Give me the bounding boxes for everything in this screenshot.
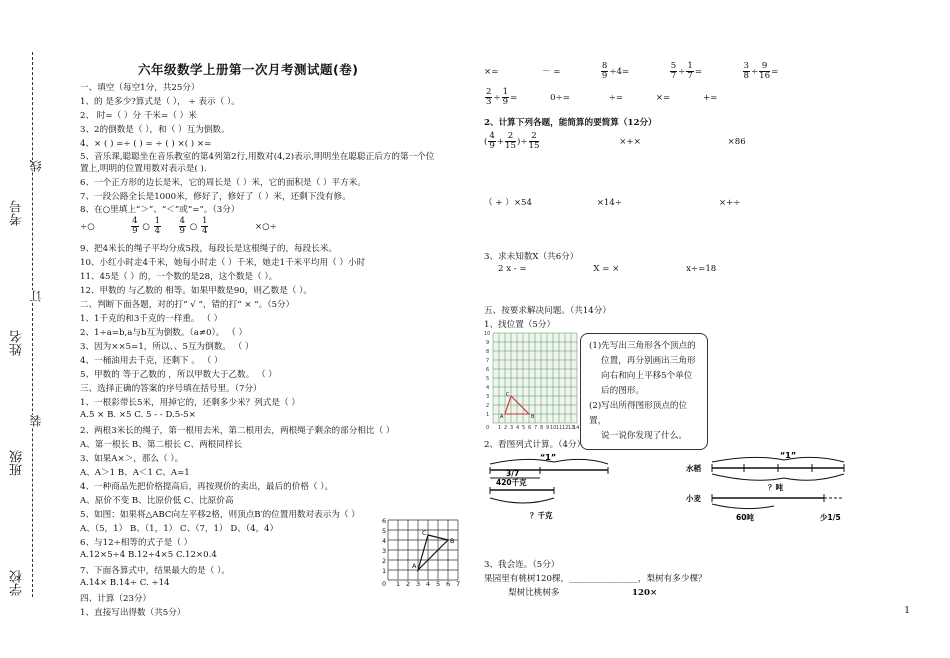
question-line: A、A＞1 B、A＜1 C、A=1 (80, 468, 190, 478)
mark-bind: 装 (29, 415, 43, 427)
diagram-label: 小麦 (686, 494, 701, 503)
diagram-label: “1” (780, 452, 797, 460)
fraction: $\frac{4}{9}$ (179, 216, 186, 236)
question-line: 12、甲数的 与乙数的 相等。如果甲数是90，则乙数是（ ）。 (80, 286, 313, 296)
fraction: $\frac{2}{15}$ (528, 131, 540, 151)
diagram-label: ？千克 (530, 511, 553, 520)
label-school: 学校 (10, 570, 25, 596)
y-tick: 1 (486, 412, 490, 418)
y-tick: 1 (382, 567, 387, 575)
question-line: 2、1÷a=b,a与b互为倒数。（a≠0）。 （ ） (80, 328, 248, 338)
x-tick: 3 (416, 580, 421, 587)
x-tick: 6 (446, 580, 451, 587)
question-line: 5、甲数的 等于乙数的 ，所以甲数大于乙数。 （ ） (80, 370, 277, 380)
y-tick: 7 (486, 358, 490, 364)
fraction: $\frac{2}{15}$ (505, 131, 516, 151)
question-line: 置上,明明的位置用数对表示是( ). (80, 164, 207, 174)
x-tick: 14 (573, 425, 580, 431)
question-line: 1、直接写出得数（共5分） (80, 608, 186, 618)
triangle-grid-small (378, 515, 470, 587)
fraction: $\frac{2}{3}$ (486, 87, 492, 107)
x-tick: 4 (426, 580, 431, 587)
fraction: $\frac{4}{9}$ (489, 131, 495, 151)
solve-row: 2 x - = X = × x÷=18 (498, 264, 717, 274)
x-tick: 12 (562, 425, 569, 431)
label-number: 考号 (10, 200, 25, 226)
question-line: 4、一桶油用去千克，还剩下 。 （ ） (80, 356, 223, 366)
fraction: $\frac{1}{9}$ (502, 87, 509, 107)
x-tick: 7 (456, 580, 461, 587)
question-line: 6、与12÷相等的式子是（ ） (80, 538, 193, 548)
question-3-expr: 120× (632, 588, 658, 598)
triangle-grid-large (484, 330, 580, 436)
section-choice: 三、选择正确的答案的序号填在括号里。（7分） (80, 384, 262, 394)
x-tick: 8 (540, 425, 544, 431)
point-label: A (500, 414, 504, 420)
fraction: $\frac{9}{16}$ (759, 61, 771, 81)
fraction: $\frac{8}{9}$ (601, 61, 608, 81)
diagram-label: ？吨 (768, 483, 783, 492)
instruction-box: (1)先写出三角形各个顶点的 位置，再分别画出三角形 向右和向上平移5个单位 后的图形。 (2)写出所得图形顶点的位置， 说一说你发现了什么。 (580, 333, 708, 450)
x-tick: 1 (396, 580, 401, 587)
y-tick: 6 (382, 517, 387, 525)
question-line: 7、一段公路全长是1000米，修好了，修好了（ ）米，还剩下没有修。 (80, 192, 351, 202)
y-tick: 9 (486, 340, 490, 346)
question-line: A.12×5÷4 B.12÷4×5 C.12×0.4 (80, 550, 217, 560)
y-tick: 10 (484, 331, 491, 337)
x-tick: 2 (504, 425, 508, 431)
question-line: A.5 × B. ×5 C. 5 - - D.5-5× (80, 410, 196, 420)
x-tick: 0 (382, 580, 387, 587)
question-line: 10、小红小时走4千米，她每小时走（ ）千米，她走1千米平均用（ ）小时 (80, 258, 366, 268)
label-class: 班级 (10, 450, 25, 476)
x-tick: 9 (546, 425, 550, 431)
question-line: 6、一个正方形的边长是米，它的周长是（ ）米，它的面积是（ ）平方米。 (80, 178, 366, 188)
question-line: 3、因为××5=1，所以、、5互为倒数。 （ ） (80, 342, 254, 352)
fraction: $\frac{4}{9}$ (132, 216, 138, 236)
point-label: B (450, 537, 455, 545)
compare-item: ○ (189, 222, 198, 232)
apply-title: 五、按要求解决问题。（共14分） (484, 306, 611, 316)
compare-item: ○ (142, 222, 150, 232)
x-tick: 1 (498, 425, 502, 431)
y-tick: 5 (382, 527, 387, 535)
fraction: $\frac{1}{4}$ (201, 216, 208, 236)
point-label: B (531, 414, 535, 420)
question-line: 1、的 是多少?算式是（ ）， ÷ 表示（ ）。 (80, 97, 240, 107)
bar-diagram-1 (484, 452, 614, 522)
question-line: 11、45是（ ）的，一个数的是28，这个数是（ ）。 (80, 272, 278, 282)
diagram-label: 水稻 (686, 464, 701, 473)
fraction: $\frac{1}{7}$ (687, 61, 693, 81)
y-tick: 2 (486, 403, 490, 409)
fraction: $\frac{5}{7}$ (670, 61, 677, 81)
diagram-label: 3/7 (506, 469, 520, 478)
y-tick: 2 (382, 557, 387, 565)
fraction: $\frac{3}{8}$ (743, 61, 749, 81)
mental-row-2: $\frac{2}{3}$ ÷ $\frac{1}{9}$ = 0÷= ÷= ×= += (486, 87, 718, 107)
calc-row-1: ( $\frac{4}{9}$ + $\frac{2}{15}$ )÷ $\frac{2}{15}$ ×+× ×86 (484, 131, 746, 151)
binding-line (32, 52, 33, 597)
compare-row (80, 217, 277, 236)
x-tick: 7 (534, 425, 538, 431)
mark-line: 线 (29, 160, 43, 172)
diagram-label: “1” (540, 453, 557, 462)
question-line: 7、下面各算式中，结果最大的是（ ）。 (80, 566, 230, 576)
question-1: 1、找位置（5分） (484, 320, 556, 330)
question-3-option: 梨树比桃树多 (508, 588, 560, 598)
y-tick: 8 (486, 349, 490, 355)
point-label: C (422, 529, 427, 537)
x-tick: 5 (522, 425, 526, 431)
question-3-text: 果园里有桃树120棵，________________，梨树有多少棵？ (484, 574, 707, 584)
point-label: A (412, 562, 417, 570)
x-tick: 3 (510, 425, 514, 431)
y-tick: 0 (486, 425, 490, 431)
diagram-label: 420千克 (496, 478, 527, 487)
x-tick: 4 (516, 425, 520, 431)
label-name: 姓名 (10, 330, 25, 356)
question-2: 2、看图列式计算。（4分） (484, 440, 586, 450)
section-calc: 四、计算（23分） (80, 594, 152, 604)
x-tick: 5 (436, 580, 441, 587)
right-column (484, 0, 914, 658)
question-line: 9、把4米长的绳子平均分成5段，每段长是这根绳子的，每段长米。 (80, 244, 338, 254)
diagram-label: 60吨 (736, 513, 754, 522)
y-tick: 3 (382, 547, 387, 555)
section-judge: 二、判断下面各题，对的打“ √ ”，错的打“ × ”。（5分） (80, 300, 295, 310)
question-line: A.14× B.14÷ C. ÷14 (80, 578, 170, 588)
x-tick: 2 (406, 580, 411, 587)
calc-row-2: （ + ）×54 ×14÷ ×+÷ (484, 198, 741, 208)
x-tick: 13 (568, 425, 575, 431)
page-title: 六年级数学上册第一次月考测试题(卷) (138, 62, 359, 77)
question-line: 3、如果A×＞，那么（ ）。 (80, 454, 184, 464)
question-line: 1、一根彩带长5米，用掉它的，还剩多少米？列式是（ ） (80, 398, 300, 408)
solve-title: 3、求未知数X（共6分） (484, 252, 579, 262)
calc-title: 2、计算下列各题，能简算的要简算（12分） (484, 118, 657, 128)
question-line: 1、1千克的和3千克的一样重。 （ ） (80, 314, 223, 324)
mark-staple: 订 (29, 290, 43, 302)
y-tick: 5 (486, 376, 490, 382)
compare-item: ÷○ (80, 222, 95, 232)
question-3: 3、我会连。（5分） (484, 560, 560, 570)
y-tick: 6 (486, 367, 490, 373)
question-line: 4、× ( ) =÷ ( ) = ÷ ( ) ×( ) ×= (80, 139, 212, 149)
y-tick: 3 (486, 394, 490, 400)
question-line: 2、 时=（ ）分 千米=（ ）米 (80, 111, 197, 121)
y-tick: 4 (382, 537, 387, 545)
diagram-label: 少1/5 (820, 513, 841, 522)
compare-item: ×○÷ (254, 222, 277, 232)
x-tick: 10 (550, 425, 557, 431)
fraction: $\frac{1}{4}$ (154, 216, 161, 236)
x-tick: 11 (556, 425, 563, 431)
point-label: C (506, 392, 510, 398)
section-fill: 一、填空（每空1分，共25分） (80, 83, 200, 93)
page-number: 1 (904, 606, 910, 616)
question-line: 2、两根3米长的绳子，第一根用去米，第二根用去，两根绳子剩余的部分相比（ ） (80, 426, 395, 436)
y-tick: 4 (486, 385, 490, 391)
question-line: 8、在○里填上“＞”、“＜”或“=”。（3分） (80, 205, 240, 215)
question-line: 4、一种商品先把价格提高后，再按现价的卖出，最后的价格（ ）。 (80, 482, 334, 492)
question-line: 3、2的倒数是（ ），和（ ）互为倒数。 (80, 125, 230, 135)
question-line: A、第一根长 B、第二根长 C、两根同样长 (80, 440, 243, 450)
x-tick: 6 (528, 425, 532, 431)
question-line: 5、音乐课,聪聪坐在音乐教室的第4列第2行,用数对(4,2)表示,明明坐在聪聪正后方的第一个位 (80, 152, 435, 162)
question-line: 5、如图：如果将△ABC向左平移2格，则顶点B′的位置用数对表示为（ ） (80, 510, 360, 520)
question-line: A、（5，1） B、（1，1） C、（7，1） D、（4，4） (80, 524, 279, 534)
mental-row-1: ×= － = $\frac{8}{9}$ ÷4= $\frac{5}{7}$ ÷ $\frac{1}{7}$ = $\frac{3}{8}$ ÷ $\frac{9}{16}$ = (484, 61, 779, 81)
bar-diagram-2 (684, 452, 884, 524)
question-line: A、原价不变 B、比原价低 C、比原价高 (80, 496, 234, 506)
